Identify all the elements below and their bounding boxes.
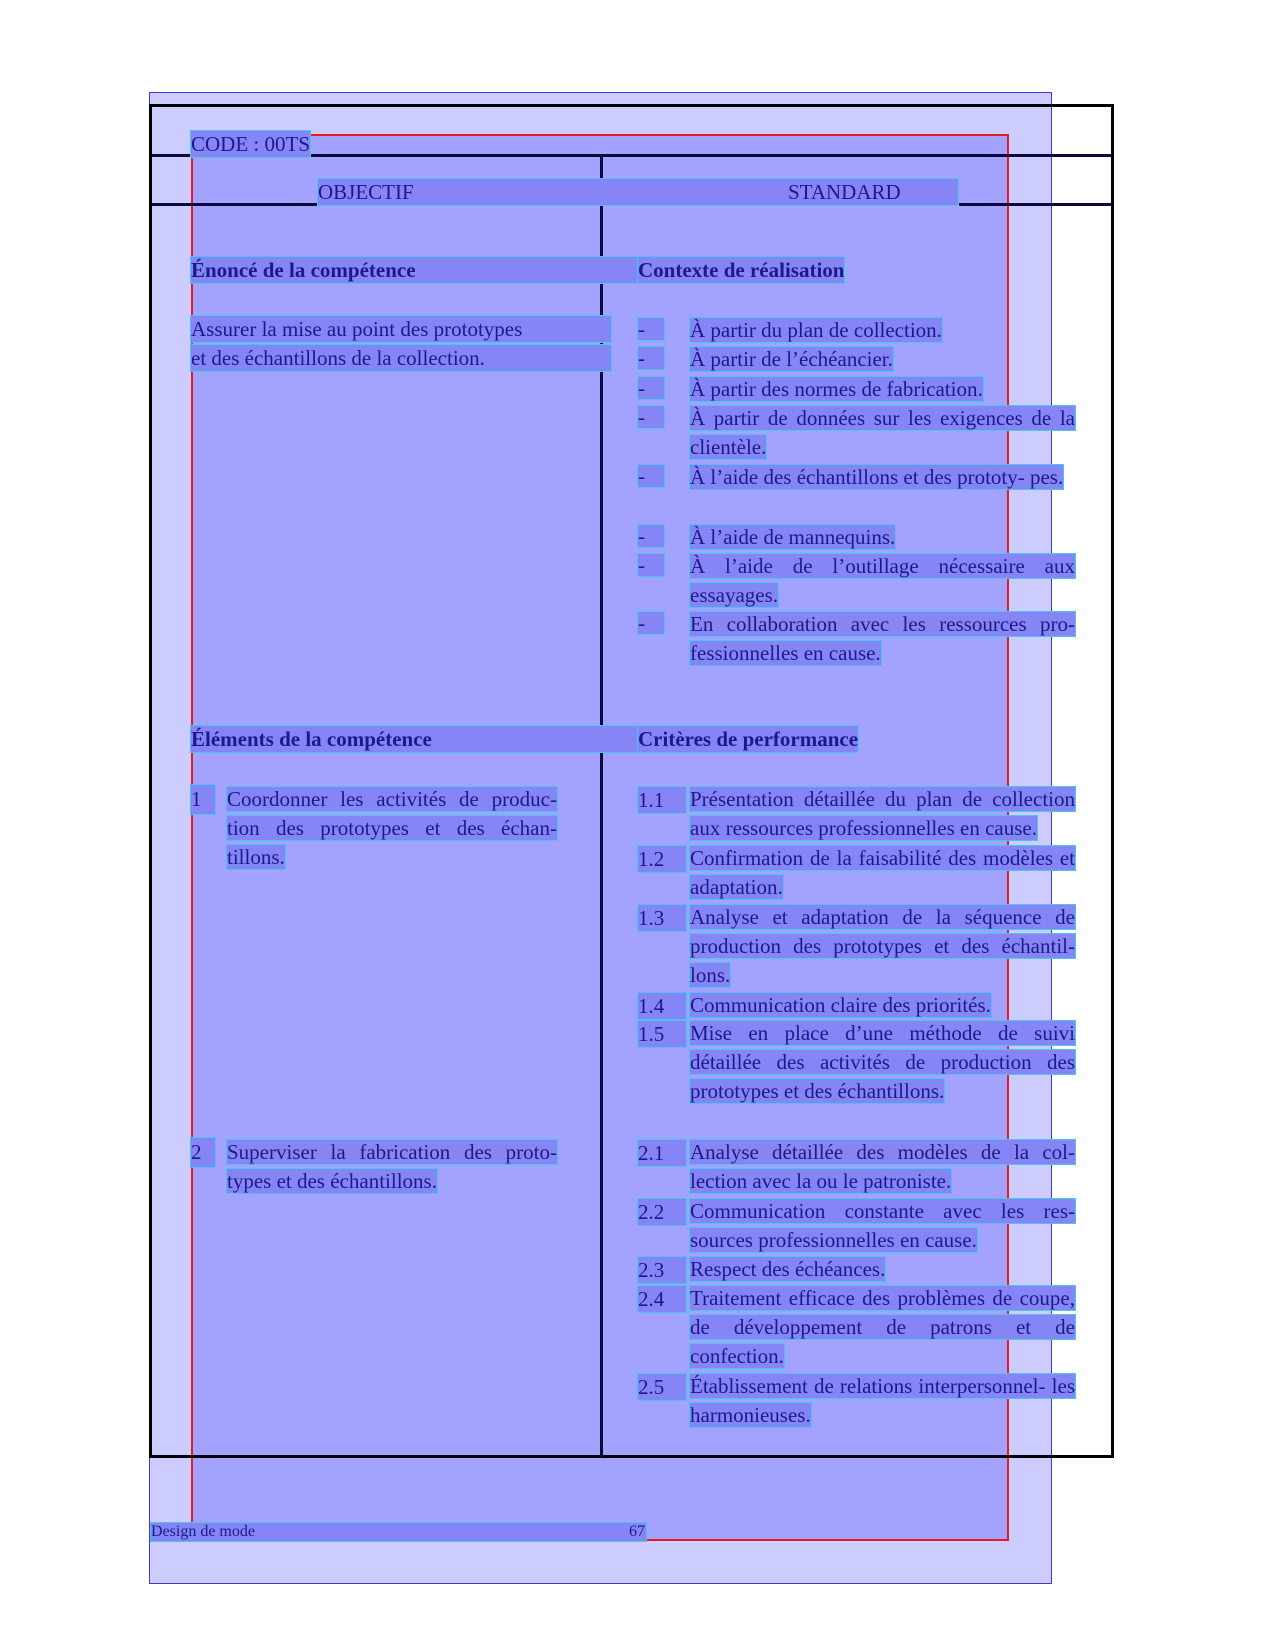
contexte-item: À partir de données sur les exigences de la clientèle. <box>690 406 1075 459</box>
element-number: 1 <box>191 785 215 814</box>
critere-number: 2.2 <box>638 1199 686 1225</box>
contexte-bullet: - <box>638 525 664 547</box>
code-label: CODE : 00TS <box>191 132 311 156</box>
contexte-bullet: - <box>638 347 664 369</box>
criteres-heading: Critères de performance <box>638 727 859 751</box>
table-left-border <box>149 104 152 1458</box>
critere-text: Respect des échéances. <box>690 1257 886 1281</box>
contexte-item: À partir de l’échéancier. <box>690 347 893 371</box>
critere-text: Analyse et adaptation de la séquence de production des prototypes et des échantil- lons. <box>690 905 1075 987</box>
contexte-item: En collaboration avec les ressources pro- fessionnelles en cause. <box>690 612 1075 665</box>
critere-number: 1.2 <box>638 846 686 872</box>
critere-number: 1.1 <box>638 787 686 813</box>
element-text: Coordonner les activités de produc- tion des prototypes et des échan- tillons. <box>227 787 557 869</box>
page-number: 67 <box>629 1523 645 1540</box>
critere-text: Confirmation de la faisabilité des modèles et adaptation. <box>690 846 1075 899</box>
critere-number: 1.4 <box>638 993 686 1019</box>
contexte-item: À partir des normes de fabrication. <box>690 377 983 401</box>
critere-text: Traitement efficace des problèmes de coupe, de développement de patrons et de confection. <box>690 1286 1075 1368</box>
critere-text: Présentation détaillée du plan de collection aux ressources professionnelles en cause. <box>690 787 1075 840</box>
contexte-bullet: - <box>638 465 664 487</box>
contexte-bullet: - <box>638 612 664 634</box>
contexte-heading: Contexte de réalisation <box>638 258 845 282</box>
contexte-bullet: - <box>638 318 664 340</box>
critere-text: Communication constante avec les res- sources professionnelles en cause. <box>690 1199 1075 1252</box>
column-standard: STANDARD <box>788 180 901 204</box>
table-bottom-border <box>149 1455 1114 1458</box>
critere-text: Mise en place d’une méthode de suivi détaillée des activités de production des prototypes et des échantillons. <box>690 1021 1075 1103</box>
critere-number: 2.5 <box>638 1374 686 1400</box>
enonce-heading: Énoncé de la compétence <box>191 257 643 283</box>
critere-number: 2.4 <box>638 1286 686 1312</box>
table-right-border <box>1111 104 1114 1458</box>
contexte-item: À l’aide de l’outillage nécessaire aux essayages. <box>690 554 1075 607</box>
contexte-bullet: - <box>638 554 664 576</box>
column-header-row <box>318 179 958 205</box>
elements-heading: Éléments de la compétence <box>191 726 643 752</box>
column-objectif: OBJECTIF <box>318 180 414 204</box>
contexte-item: À l’aide de mannequins. <box>690 525 896 549</box>
contexte-bullet: - <box>638 406 664 428</box>
contexte-item: À l’aide des échantillons et des prototy- pes. <box>690 465 1064 489</box>
critere-number: 1.3 <box>638 905 686 931</box>
critere-text: Établissement de relations interpersonnel- les harmonieuses. <box>690 1374 1075 1427</box>
contexte-bullet: - <box>638 377 664 399</box>
critere-number: 2.1 <box>638 1140 686 1166</box>
footer-title: Design de mode <box>151 1523 255 1540</box>
enonce-line-1: Assurer la mise au point des prototypes <box>191 316 611 342</box>
element-number: 2 <box>191 1138 215 1167</box>
critere-number: 2.3 <box>638 1257 686 1283</box>
critere-text: Communication claire des priorités. <box>690 993 991 1017</box>
footer-row <box>151 1523 646 1541</box>
table-top-border <box>149 104 1114 107</box>
enonce-line-2: et des échantillons de la collection. <box>191 345 611 371</box>
critere-text: Analyse détaillée des modèles de la col- lection avec la ou le patroniste. <box>690 1140 1075 1193</box>
element-text: Superviser la fabrication des proto- types et des échantillons. <box>227 1140 557 1193</box>
contexte-item: À partir du plan de collection. <box>690 318 942 342</box>
critere-number: 1.5 <box>638 1021 686 1047</box>
